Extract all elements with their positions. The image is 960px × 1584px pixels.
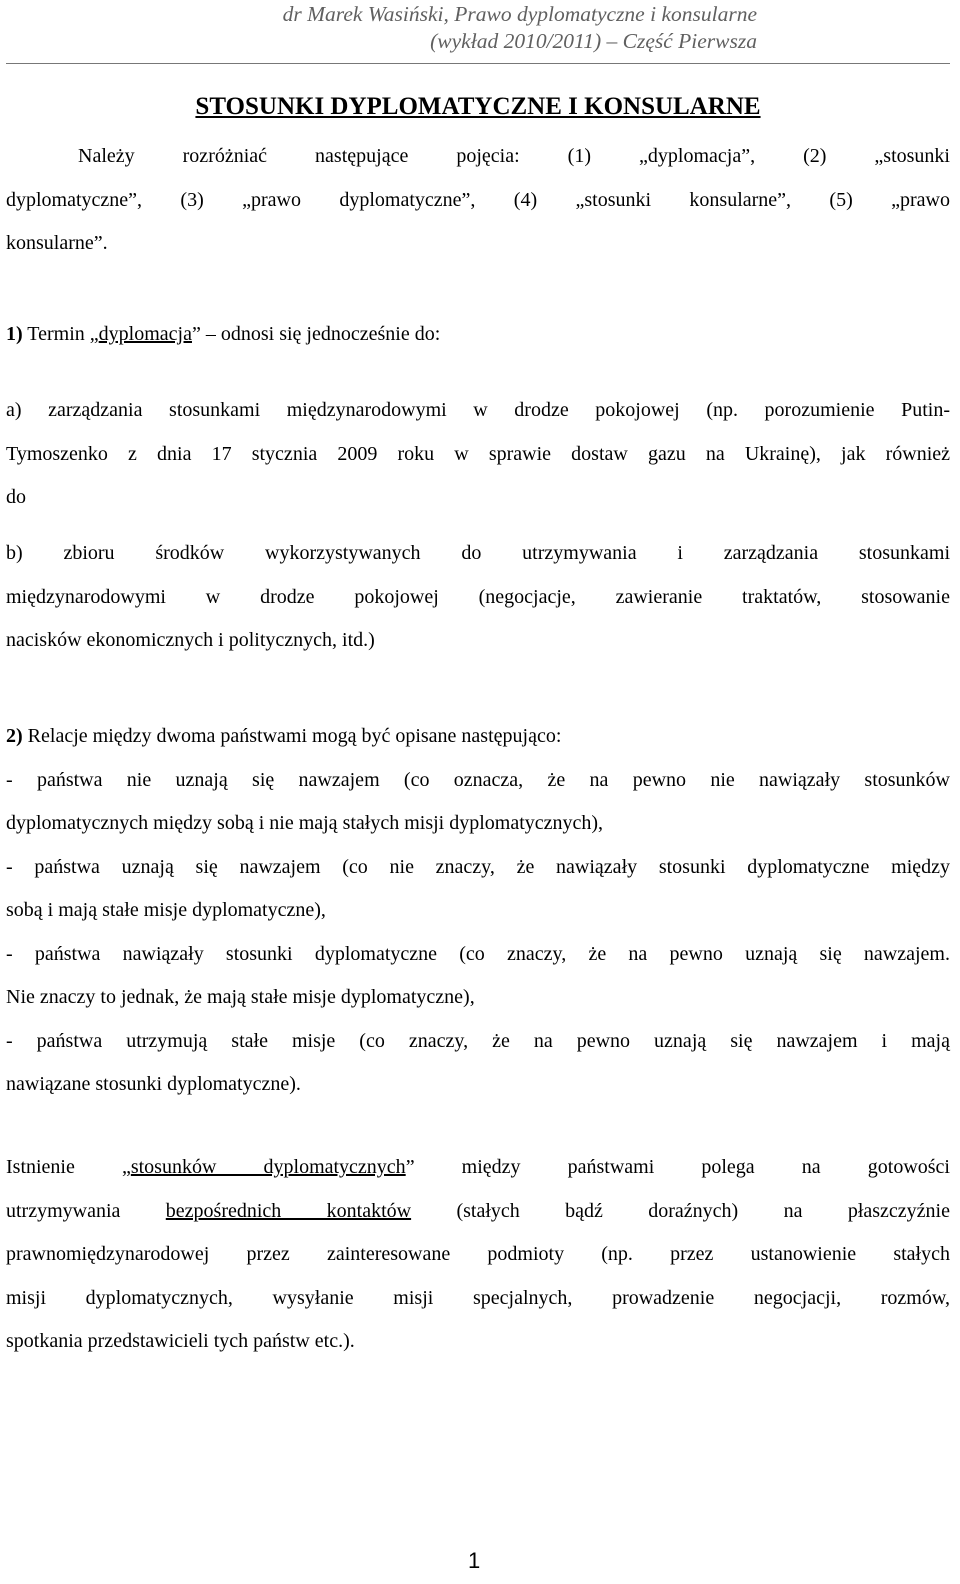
page-number: 1: [468, 1548, 481, 1573]
header-lecture-info: (wykład 2010/2011) – Część Pierwsza: [430, 29, 757, 53]
term-bezposrednich-kontaktow: bezpośrednich kontaktów: [165, 1199, 412, 1222]
section-2: [6, 715, 950, 1107]
section-1-heading: 1) Termin „dyplomacja” – odnosi się jednocześnie do:: [6, 323, 441, 345]
term-dyplomacja: dyplomacja: [98, 323, 192, 345]
document-title: STOSUNKI DYPLOMATYCZNE I KONSULARNE: [195, 93, 761, 120]
paragraph-line: utrzymywania bezpośrednich kontaktów (stałych bądź doraźnych) na płaszczyźnie: [6, 1199, 950, 1222]
intro-line: konsularne”.: [6, 232, 108, 254]
point-b-line: międzynarodowymi w drodze pokojowej (negocjacje, zawieranie traktatów, stosowanie: [6, 585, 950, 608]
point-a-line: do: [6, 486, 26, 508]
term-stosunkow-dyplomatycznych: stosunków dyplomatycznych: [130, 1156, 406, 1178]
section-number: 2): [6, 725, 23, 747]
section-1-point-a: [6, 389, 950, 520]
page-header: [0, 0, 960, 70]
point-b-line: nacisków ekonomicznych i politycznych, itd.): [6, 629, 375, 651]
list-item-line: - państwa utrzymują stałe misje (co znaczy, że na pewno uznają się nawzajem i mają: [6, 1029, 950, 1052]
paragraph-line: spotkania przedstawicieli tych państw etc.).: [6, 1330, 355, 1352]
paragraph-line: prawnomiędzynarodowej przez zainteresowane podmioty (np. przez ustanowienie stałych: [6, 1243, 950, 1265]
list-item-line: dyplomatycznych między sobą i nie mają stałych misji dyplomatycznych),: [6, 812, 604, 834]
list-item-line: - państwa uznają się nawzajem (co nie znaczy, że nawiązały stosunki dyplomatyczne między: [6, 855, 950, 878]
section-number: 1): [6, 323, 23, 345]
point-a-line: Tymoszenko z dnia 17 stycznia 2009 roku w sprawie dostaw gazu na Ukrainę), jak również: [6, 442, 950, 465]
list-item-line: Nie znaczy to jednak, że mają stałe misje dyplomatyczne),: [6, 986, 475, 1008]
list-item-line: - państwa nie uznają się nawzajem (co oznacza, że na pewno nie nawiązały stosunków: [6, 768, 950, 791]
paragraph-line: Istnienie „stosunków dyplomatycznych” między państwami polega na gotowości: [6, 1156, 950, 1178]
list-item-line: sobą i mają stałe misje dyplomatyczne),: [6, 899, 326, 921]
header-rule: [6, 63, 950, 64]
section-1-point-b: [6, 532, 950, 663]
section-3-paragraph: [6, 1146, 950, 1364]
list-item-line: nawiązane stosunki dyplomatyczne).: [6, 1073, 301, 1095]
intro-line: Należy rozróżniać następujące pojęcia: (1) „dyplomacja”, (2) „stosunki: [78, 145, 950, 167]
intro-paragraph: [6, 135, 950, 266]
header-author-title: dr Marek Wasiński, Prawo dyplomatyczne i konsularne: [282, 2, 757, 26]
section-2-heading: 2) Relacje między dwoma państwami mogą być opisane następująco:: [6, 725, 562, 747]
list-item-line: - państwa nawiązały stosunki dyplomatyczne (co znaczy, że na pewno uznają się nawzajem.: [6, 942, 950, 965]
paragraph-line: misji dyplomatycznych, wysyłanie misji specjalnych, prowadzenie negocjacji, rozmów,: [6, 1286, 950, 1309]
intro-line: dyplomatyczne”, (3) „prawo dyplomatyczne”, (4) „stosunki konsularne”, (5) „prawo: [6, 188, 950, 211]
point-a-line: a) zarządzania stosunkami międzynarodowymi w drodze pokojowej (np. porozumienie Putin-: [6, 399, 950, 421]
point-b-line: b) zbioru środków wykorzystywanych do utrzymywania i zarządzania stosunkami: [6, 542, 950, 564]
